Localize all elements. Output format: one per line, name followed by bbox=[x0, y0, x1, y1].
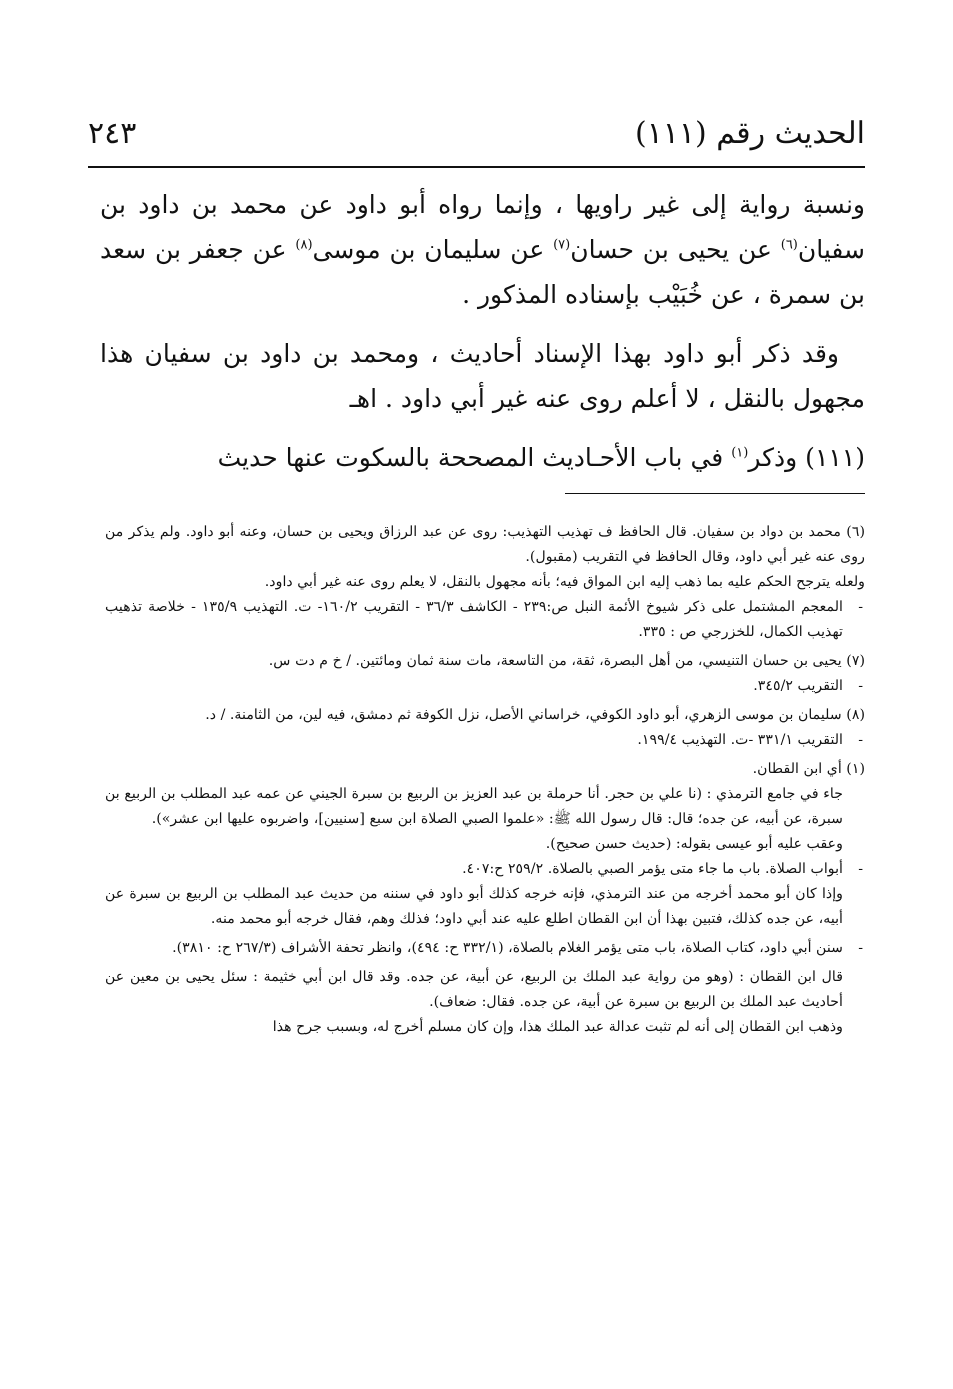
footnote-1-entry bbox=[105, 757, 865, 782]
footnote-text: محمد بن دواد بن سفيان. قال الحافظ ف تهذيب التهذيب: روى عن عبد الرزاق ويحيى بن حسان، وعنه أبو داود. ولم يذكر من روى عنه غير أبي داود، وقال الحافظ في التقريب (مقبول). bbox=[105, 524, 865, 565]
footnotes bbox=[105, 520, 865, 1040]
footnote-8-sources: - التقريب ٣٣١/١ -ت. التهذيب ١٩٩/٤. bbox=[105, 728, 865, 753]
footnote-7-entry bbox=[105, 649, 865, 674]
running-title: الحديث رقم (١١١) bbox=[634, 115, 865, 151]
footnote-ref-6: (٦) bbox=[780, 237, 798, 253]
footnote-1-grading: وعقب عليه أبو عيسى بقوله: (حديث حسن صحيح). bbox=[545, 836, 843, 852]
page-number: ٢٤٣ bbox=[88, 115, 137, 151]
footnote-text: سليمان بن موسى الزهري، أبو داود الكوفي، خراساني الأصل، نزل الكوفة ثم دمشق، فيه لين، من الثامنة. / د. bbox=[205, 707, 842, 723]
main-paragraph-3 bbox=[100, 435, 865, 480]
text-run: عن يحيى بن حسان bbox=[570, 235, 781, 264]
text-run: في باب الأحـاديث المصححة بالسكوت عنها حديث bbox=[217, 443, 732, 472]
footnote-1-source-abudawud: - سنن أبي داود، كتاب الصلاة، باب متى يؤمر الغلام بالصلاة، (٣٣٢/١ ح: ٤٩٤)، وانظر تحفة الأشراف (٢٦٧/٣ ح: ٣٨١٠). bbox=[105, 936, 865, 961]
footnote-1-continuation: وذهب ابن القطان إلى أنه لم تثبت عدالة عبد الملك هذا، وإن كان مسلم أخرج له، وبسبب جرح هذا bbox=[272, 1019, 843, 1035]
running-header bbox=[88, 110, 865, 156]
footnote-separator bbox=[565, 493, 865, 494]
footnote-6-comment: ولعله يترجح الحكم عليه بما ذهب إليه ابن المواق فيه؛ بأنه مجهول بالنقل، لا يعلم روى عنه غير أبي داود. bbox=[264, 574, 865, 590]
footnote-7-sources: - التقريب ٣٤٥/٢. bbox=[105, 674, 865, 699]
footnote-number: (٨) bbox=[846, 707, 865, 723]
main-paragraph-2: وقد ذكر أبو داود بهذا الإسناد أحاديث ، ومحمد بن داود بن سفيان هذا مجهول بالنقل ، لا أعلم روى عنه غير أبي داود . اهـ bbox=[100, 339, 865, 413]
footnote-text: يحيى بن حسان التنيسي، من أهل البصرة، ثقة، من التاسعة، مات سنة ثمان ومائتين. / خ م دت س. bbox=[268, 653, 842, 669]
footnote-1-tirmidhi: جاء في جامع الترمذي : (نا علي بن حجر. أنا حرملة بن عبد العزيز بن الربيع بن سبرة الجيني عن عمه عبد المطلب بن الربيع بن سبرة، عن أبيه، عن جده؛ قال: قال رسول الله ﷺ: «علموا الصبي الصلاة ابن سبع [سنيين]، واضربوه عليها ابن عشر»). bbox=[105, 786, 843, 827]
footnote-ref-8: (٨) bbox=[295, 237, 313, 253]
footnote-ref-1: (١) bbox=[731, 445, 749, 461]
footnote-number: (٦) bbox=[846, 524, 866, 540]
text-run: ونسبة رواية إلى غير راويها ، وإنما رواه أبو داود عن محمد بن داود بن سفيان bbox=[100, 190, 865, 264]
footnote-6-sources: - المعجم المشتمل على ذكر شيوخ الأئمة النبل ص:٢٣٩ - الكاشف ٣٦/٣ - التقريب ١٦٠/٢- ت. التهذيب ١٣٥/٩ - خلاصة تذهيب تهذيب الكمال، للخزرجي ص : ٣٣٥. bbox=[105, 595, 865, 645]
footnote-6-entry bbox=[105, 520, 865, 570]
main-text bbox=[100, 182, 865, 480]
text-run: عن جعفر بن سعد بن سمرة ، عن خُبَيْب بإسناده المذكور . bbox=[100, 235, 865, 309]
footnote-number: (١) bbox=[846, 761, 865, 777]
footnote-8-entry bbox=[105, 703, 865, 728]
header-rule bbox=[88, 166, 865, 168]
text-run: (١١١) وذكر bbox=[748, 443, 865, 472]
footnote-1-ibn-qattan-quote: قال ابن القطان : (وهو من رواية عبد الملك بن الربيع، عن أبية، عن جده. وقد قال ابن أبي خثيمة : سئل يحيى بن معين عن أحاديث عبد الملك بن الربيع بن سبرة عن أبية، عن جده. فقال: ضعاف). bbox=[105, 969, 843, 1010]
footnote-ref-7: (٧) bbox=[553, 237, 571, 253]
text-run: عن سليمان بن موسى bbox=[312, 235, 554, 264]
footnote-1-source-tirmidhi: - أبواب الصلاة. باب ما جاء متى يؤمر الصبي بالصلاة. ٢٥٩/٢ ح:٤٠٧. bbox=[105, 857, 865, 882]
footnote-text: أي ابن القطان. bbox=[752, 761, 842, 777]
footnote-number: (٧) bbox=[846, 653, 865, 669]
main-paragraph-1 bbox=[100, 182, 865, 317]
footnote-1-commentary: وإذا كان أبو محمد أخرجه من عند الترمذي، فإنه خرجه كذلك أبو داود في سننه من حديث عبد المطلب بن الربيع بن سبرة عن أبيه، عن جده كذلك، فتبين بهذا أن ابن القطان اطلع عليه عند أبي داود؛ فذلك وهم، فقال خرجه أبو محمد منه. bbox=[105, 886, 843, 927]
